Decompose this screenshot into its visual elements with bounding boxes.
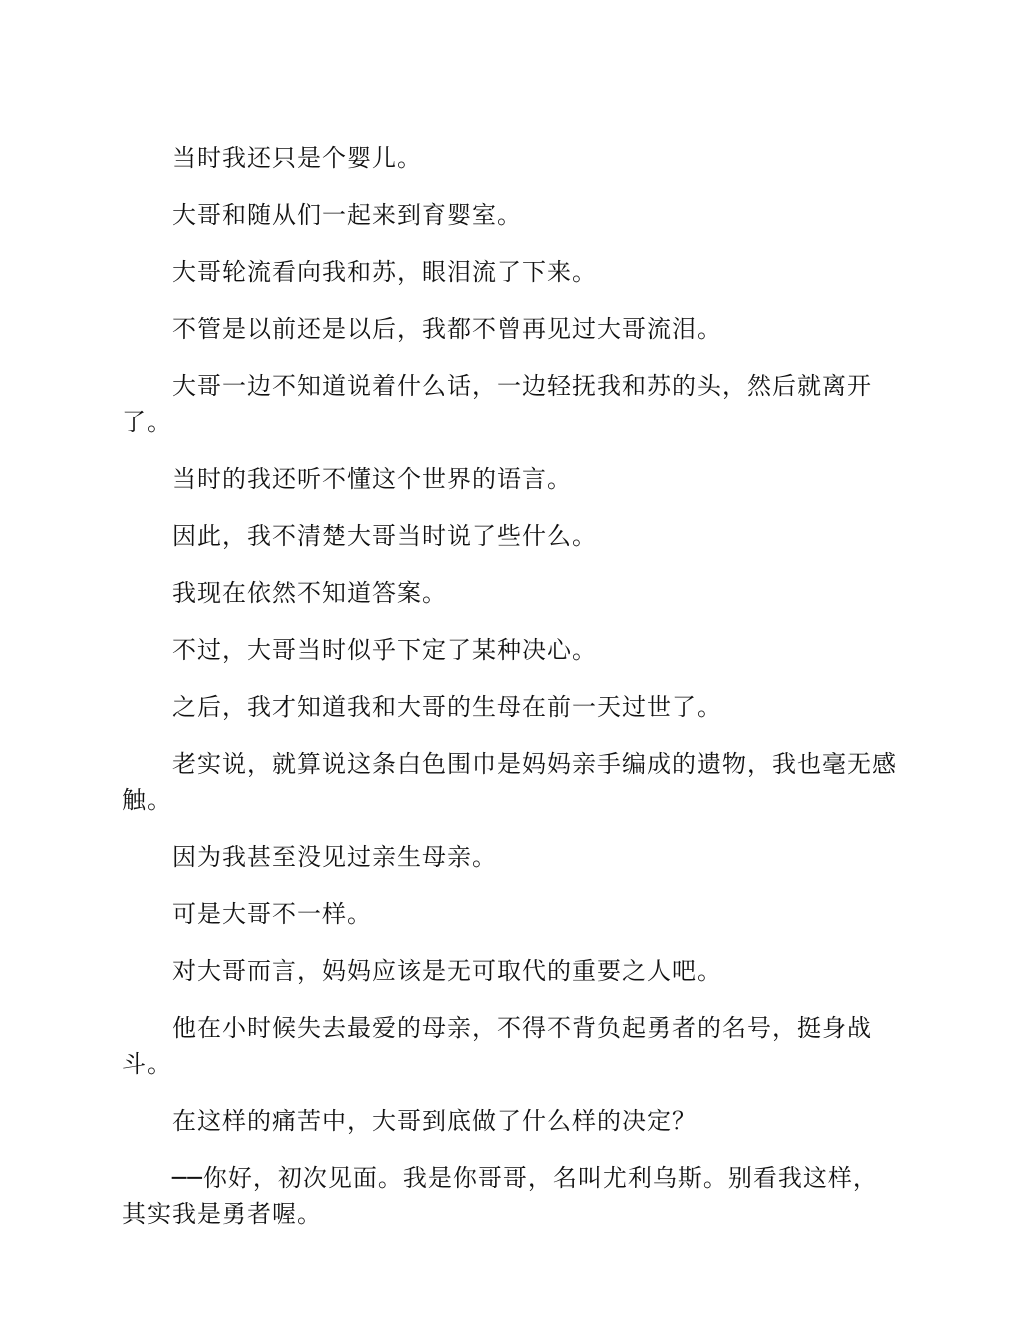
paragraph: 他在小时候失去最爱的母亲，不得不背负起勇者的名号，挺身战斗。	[122, 1014, 872, 1078]
paragraph: 不管是以前还是以后，我都不曾再见过大哥流泪。	[172, 315, 722, 343]
paragraph: 大哥一边不知道说着什么话，一边轻抚我和苏的头，然后就离开了。	[122, 372, 872, 436]
paragraph: 之后，我才知道我和大哥的生母在前一天过世了。	[172, 693, 722, 721]
paragraph: 老实说，就算说这条白色围巾是妈妈亲手编成的遗物，我也毫无感触。	[122, 750, 897, 814]
paragraph: 因为我甚至没见过亲生母亲。	[172, 843, 497, 871]
paragraph: 当时的我还听不懂这个世界的语言。	[172, 465, 572, 493]
paragraph: 大哥轮流看向我和苏，眼泪流了下来。	[172, 258, 597, 286]
paragraph: 大哥和随从们一起来到育婴室。	[172, 201, 522, 229]
paragraph: 不过，大哥当时似乎下定了某种决心。	[172, 636, 597, 664]
paragraph: 可是大哥不一样。	[172, 900, 372, 928]
paragraph: 我现在依然不知道答案。	[172, 579, 447, 607]
body-text	[122, 140, 902, 1253]
paragraph: 对大哥而言，妈妈应该是无可取代的重要之人吧。	[172, 957, 722, 985]
paragraph: 在这样的痛苦中，大哥到底做了什么样的决定？	[172, 1107, 697, 1135]
paragraph: 因此，我不清楚大哥当时说了些什么。	[172, 522, 597, 550]
paragraph: ──你好，初次见面。我是你哥哥，名叫尤利乌斯。别看我这样，其实我是勇者喔。	[122, 1164, 878, 1228]
paragraph: 当时我还只是个婴儿。	[172, 144, 422, 172]
